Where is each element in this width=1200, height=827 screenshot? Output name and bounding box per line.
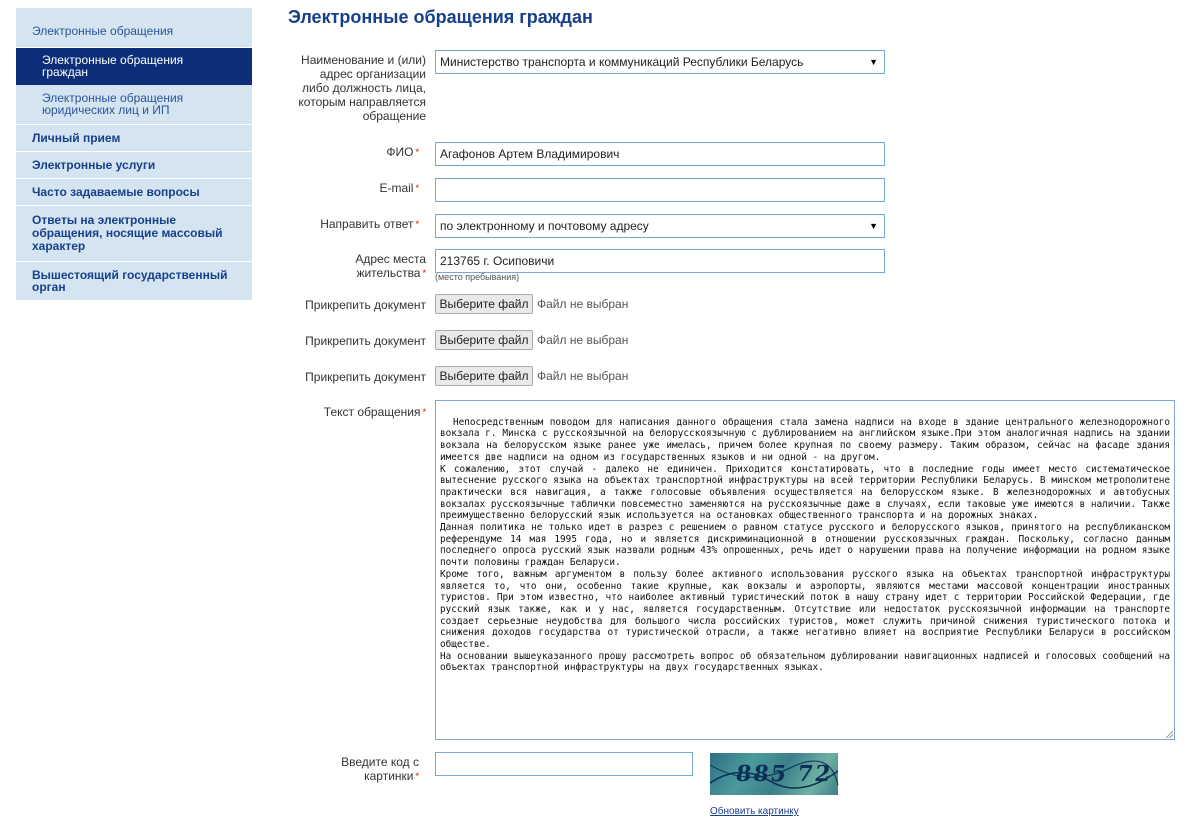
sidebar-item-legal-entity-appeals[interactable]: Электронные обращения юридических лиц и ИП — [16, 85, 252, 125]
address-hint: (место пребывания) — [435, 272, 520, 282]
text-label: Текст обращения * — [323, 405, 426, 419]
refresh-captcha-link[interactable]: Обновить картинку — [710, 806, 799, 817]
attach-label-3: Прикрепить документ — [305, 370, 426, 384]
captcha-input[interactable] — [435, 752, 693, 776]
sidebar-item-faq[interactable]: Часто задаваемые вопросы — [16, 179, 252, 206]
org-label: Наименование и (или) адрес организации либо должность лица, которым направляется обращение — [298, 53, 426, 123]
fio-input[interactable]: Агафонов Артем Владимирович — [435, 142, 885, 166]
choose-file-button-1[interactable]: Выберите файл — [435, 294, 533, 314]
appeal-text: Непосредственным поводом для написания данного обращения стала замена надписи на входе в здание центрального железнодорожного вокзала г. Минска с русскоязычной на белорусскоязычную с дублированием на английском языке.При этом аналогичная надпись на здании вокзала на белорусском языке ранее уже имелась, причем более крупная по своему размеру. Таким образом, сейчас на фасаде здания имеется две надписи на одном из государственных языков и ни одной - на другом. К сожалению, этот случай - далеко не единичен. Приходится констатировать, что в последние годы имеет место систематическое вытеснение русского языка на объектах транспортной инфраструктуры на всей территории Республики Беларусь. В минском метрополитене практически вся навигация, а также голосовые объявления осуществляется на белорусском языке. В железнодорожных и автобусных вокзалах русскоязычные таблички повсеместно заменяются на русскоязычные даже в случаях, если таковые уже имеются в наличии. Также преимущественно белорусский язык используется на остановках общественного транспорта и на дорожных знаках. Данная политика не только идет в разрез с решением о равном статусе русского и белорусского языков, принятого на республиканском референдуме 14 мая 1995 года, но и является дискриминационной в отношении русскоязычных граждан. Поскольку, согласно данным последнего опроса русский язык назвали родным 43% опрошенных, речь идет о нарушении права на получение информации на родном языке почти половины граждан Беларуси. Кроме того, важным аргументом в пользу более активного использования русского языка на объектах транспортной инфраструктуры является то, что они, особенно такие крупные, как вокзалы и аэропорты, являются местами массовой концентрации иностранных туристов. При этом известно, что наиболее активный туристический поток в нашу страну идет с территории Российской Федерации, где русский язык также, как и у нас, является государственным. Отсутствие или недостаток русскоязычной информации на транспорте создает серьезные неудобства для большого числа российских туристов, может служить причиной снижения туристического потока и снижения доходов государства от туристической отрасли, а также негативно влияет на восприятие Республики Беларуси в российском обществе. На основании вышеуказанного прошу рассмотреть вопрос об обязательном дублировании навигационных надписей и голосовых сообщений на объектах транспортной инфраструктуры на двух государственных языках. — [440, 416, 1170, 674]
email-input[interactable] — [435, 178, 885, 202]
sidebar-item-personal-reception[interactable]: Личный прием — [16, 125, 252, 152]
dropdown-arrow-icon: ▼ — [869, 221, 878, 231]
reply-label: Направить ответ * — [320, 217, 419, 231]
file-status-3: Файл не выбран — [537, 369, 629, 383]
dropdown-arrow-icon: ▼ — [869, 57, 878, 67]
sidebar-section-electronic-appeals[interactable]: Электронные обращения — [16, 11, 252, 48]
address-label: Адрес места жительства * — [355, 252, 426, 280]
captcha-text: 885 72 — [734, 761, 835, 787]
reply-select[interactable]: по электронному и почтовому адресу ▼ — [435, 214, 885, 238]
address-input[interactable]: 213765 г. Осиповичи — [435, 249, 885, 273]
file-status-1: Файл не выбран — [537, 297, 629, 311]
appeal-textarea[interactable] — [435, 400, 1175, 740]
page-title: Электронные обращения граждан — [288, 7, 593, 27]
choose-file-button-3[interactable]: Выберите файл — [435, 366, 533, 386]
resize-handle-icon[interactable] — [1166, 731, 1173, 738]
captcha-label: Введите код с картинки * — [341, 755, 419, 783]
attach-label-2: Прикрепить документ — [305, 334, 426, 348]
fio-label: ФИО * — [386, 145, 419, 159]
attach-label-1: Прикрепить документ — [305, 298, 426, 312]
sidebar-item-electronic-services[interactable]: Электронные услуги — [16, 152, 252, 179]
captcha-image — [710, 753, 838, 795]
email-label: E-mail * — [379, 181, 419, 195]
file-status-2: Файл не выбран — [537, 333, 629, 347]
sidebar-item-citizen-appeals[interactable]: Электронные обращения граждан — [16, 48, 252, 85]
sidebar — [16, 8, 252, 301]
choose-file-button-2[interactable]: Выберите файл — [435, 330, 533, 350]
org-select[interactable]: Министерство транспорта и коммуникаций Республики Беларусь ▼ — [435, 50, 885, 74]
sidebar-item-superior-authority[interactable]: Вышестоящий государственный орган — [16, 262, 252, 301]
sidebar-item-mass-appeals-answers[interactable]: Ответы на электронные обращения, носящие массовый характер — [16, 206, 252, 262]
